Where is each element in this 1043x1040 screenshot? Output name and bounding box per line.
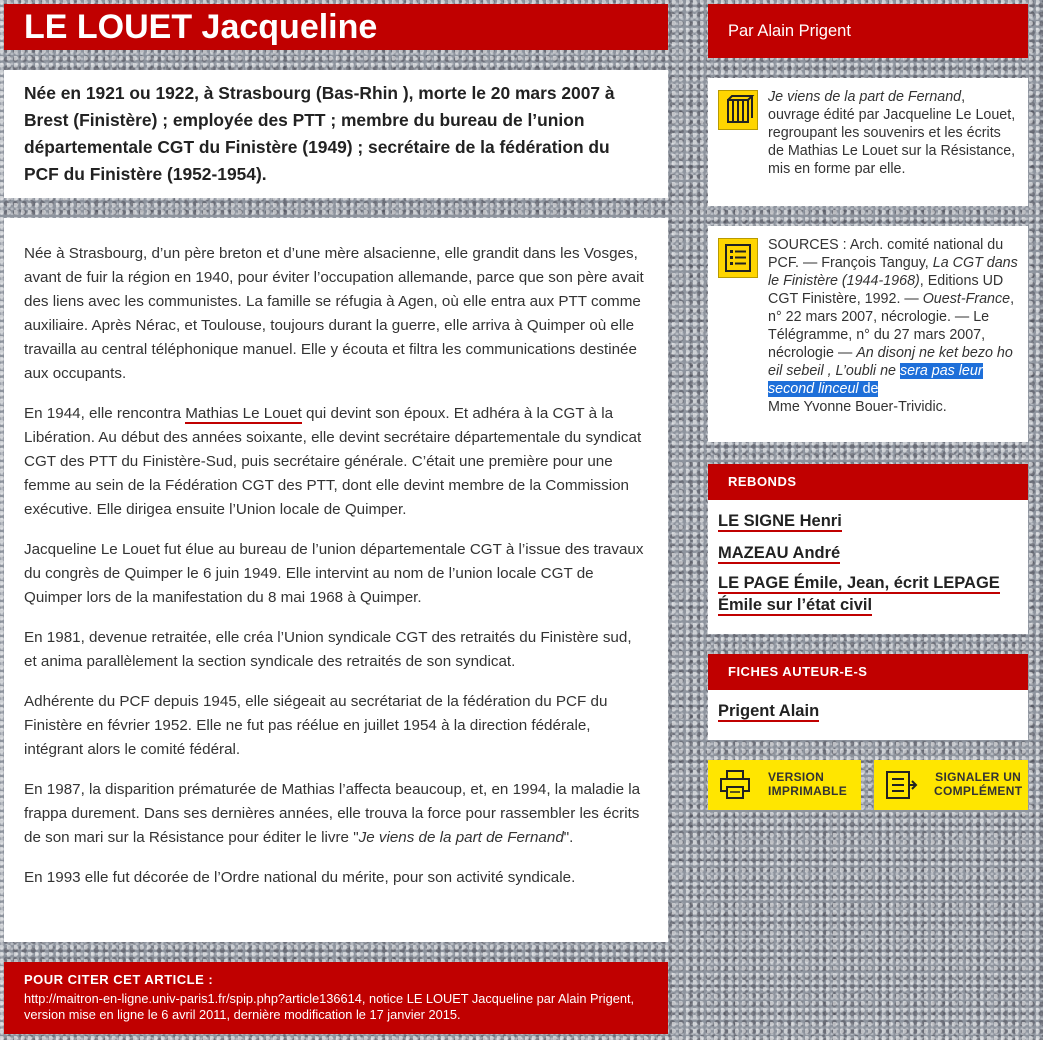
selected-text[interactable]: sera pas leur second linceul bbox=[768, 363, 983, 397]
text: qui devint son époux. Et adhéra à la CGT à la Libération. Au début des années soixante, elle devint secrétaire départementale du syndicat CGT des PTT du Finistère-Sud, puis secrétaire générale. C’était une première pour une femme au sein de la Fédération CGT des PTT, dont elle devint membre de la Commission exécutive. Elle dirigea ensuite l’Union locale de Quimper. bbox=[24, 405, 642, 518]
list-item bbox=[718, 540, 1018, 566]
rebonds-heading: REBONDS bbox=[708, 464, 1028, 500]
fiches-heading: FICHES AUTEUR-E-S bbox=[708, 654, 1028, 690]
printer-icon bbox=[718, 769, 752, 801]
text: COMPLÉMENT bbox=[934, 784, 1023, 798]
report-label bbox=[934, 770, 1022, 798]
sources-note bbox=[708, 226, 1028, 442]
text: , Editions UD CGT Finistère, 1992. — bbox=[768, 273, 1004, 307]
list-icon bbox=[718, 238, 758, 278]
paragraph: Adhérente du PCF depuis 1945, elle siégeait au secrétariat de la fédération du PCF du Finistère en février 1952. Elle ne fut pas réélue en juillet 1954 à la direction fédérale, intégrant alors le comité fédéral. bbox=[24, 693, 608, 758]
link-prigent-alain[interactable]: Prigent Alain bbox=[718, 702, 820, 720]
book-title: Je viens de la part de Fernand bbox=[358, 829, 564, 846]
text: VERSION bbox=[768, 770, 825, 784]
paragraph: En 1981, devenue retraitée, elle créa l’Union syndicale CGT des retraités du Finistère sud, et anima parallèlement la section syndicale des retraités de son syndicat. bbox=[24, 629, 632, 670]
books-icon bbox=[718, 90, 758, 130]
book-title: Je viens de la part de Fernand bbox=[768, 89, 962, 105]
report-icon bbox=[884, 769, 918, 801]
link-mathias-le-louet[interactable]: Mathias Le Louet bbox=[185, 405, 302, 422]
paragraph bbox=[24, 402, 648, 522]
link-le-page-emile[interactable]: LE PAGE Émile, Jean, écrit LEPAGE Émile sur l’état civil bbox=[718, 574, 1000, 614]
list-item bbox=[718, 508, 1018, 534]
link-mazeau-andre[interactable]: MAZEAU André bbox=[718, 544, 841, 562]
text: Mme Yvonne Bouer-Trividic. bbox=[768, 399, 947, 415]
text: ". bbox=[563, 829, 574, 846]
print-label bbox=[768, 770, 847, 798]
text: SIGNALER UN bbox=[935, 770, 1022, 784]
text: , n° 22 mars 2007, nécrologie. — Le Télégramme, n° du 27 mars 2007, nécrologie — bbox=[768, 291, 1015, 361]
list-item bbox=[718, 572, 1018, 616]
list-item bbox=[718, 698, 1018, 724]
print-version-button[interactable] bbox=[708, 760, 861, 810]
text: An disonj ne ket bezo ho eil sebeil , L’oubli ne bbox=[768, 345, 1013, 379]
citation-text: http://maitron-en-ligne.univ-paris1.fr/spip.php?article136614, notice LE LOUET Jacqueline par Alain Prigent, version mise en ligne le 6 avril 2011, dernière modification le 17 janvier 2015. bbox=[24, 991, 635, 1022]
citation-box bbox=[4, 962, 668, 1034]
article-body bbox=[4, 218, 668, 942]
link-le-signe-henri[interactable]: LE SIGNE Henri bbox=[718, 512, 842, 530]
paragraph bbox=[24, 778, 648, 850]
selected-text[interactable]: de bbox=[858, 381, 879, 397]
text: En 1944, elle rencontra bbox=[24, 405, 186, 422]
book-note bbox=[708, 78, 1028, 206]
text: Ouest-France bbox=[922, 291, 1011, 307]
summary-text: Née en 1921 ou 1922, à Strasbourg (Bas-Rhin ), morte le 20 mars 2007 à Brest (Finistère) ; employée des PTT ; membre du bureau de l’union départementale CGT du Finistère (1949) ; secrétaire de la fédération du PCF du Finistère (1952-1954). bbox=[24, 83, 615, 184]
fiches-list bbox=[708, 690, 1028, 740]
summary-box bbox=[4, 70, 668, 198]
page-title: LE LOUET Jacqueline bbox=[4, 4, 668, 50]
citation-heading: POUR CITER CET ARTICLE : bbox=[24, 972, 214, 987]
paragraph: Jacqueline Le Louet fut élue au bureau de l’union départementale CGT à l’issue des travaux du congrès de Quimper le 6 juin 1949. Elle intervint au nom de l’union locale CGT de Quimper lors de la manifestation du 8 mai 1968 à Quimper. bbox=[24, 541, 644, 606]
text: La CGT dans le Finistère (1944-1968) bbox=[768, 255, 1018, 289]
paragraph: En 1993 elle fut décorée de l’Ordre national du mérite, pour son activité syndicale. bbox=[24, 869, 576, 886]
paragraph: Née à Strasbourg, d’un père breton et d’une mère alsacienne, elle grandit dans les Vosges, avant de fuir la région en 1940, pour éviter l’occupation allemande, parce que son père avait des liens avec les communistes. La famille se réfugia à Agen, où elle entra aux PTT comme auxiliaire. Après Nérac, et Toulouse, toujours durant la guerre, elle arriva à Quimper où elle travailla au central téléphonique manuel. Elle y écouta et filtra les communications destinée aux occupants. bbox=[24, 245, 644, 382]
rebonds-list bbox=[708, 500, 1028, 634]
text: IMPRIMABLE bbox=[768, 784, 847, 798]
report-complement-button[interactable] bbox=[874, 760, 1028, 810]
text: En 1987, la disparition prématurée de Mathias l’affecta beaucoup, et, en 1994, la maladie la frappa durement. Dans ses dernières années, elle trouva la force pour rassembler les écrits de son mari sur la Résistance pour éditer le livre " bbox=[24, 781, 641, 846]
book-desc: , ouvrage édité par Jacqueline Le Louet, regroupant les souvenirs et les écrits de Mathias Le Louet sur la Résistance, mis en forme par elle. bbox=[768, 89, 1016, 177]
author-banner: Par Alain Prigent bbox=[708, 4, 1028, 58]
text: SOURCES : Arch. comité national du PCF. — François Tanguy, bbox=[768, 237, 1004, 271]
